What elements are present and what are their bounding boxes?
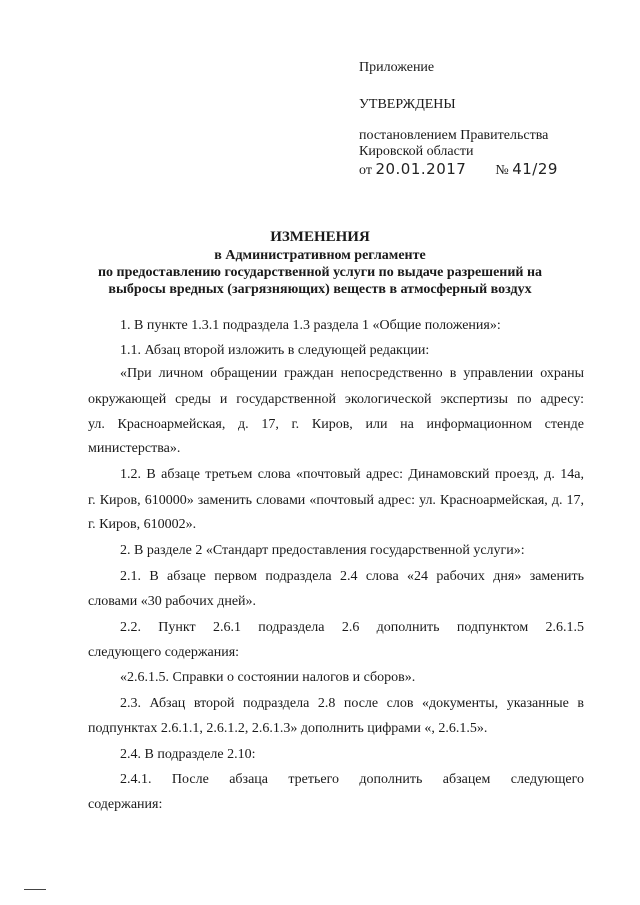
body-line: 2.4. В подразделе 2.10: <box>120 747 256 762</box>
handwritten-number: 41/29 <box>512 160 558 178</box>
decree-line-2: Кировской области <box>359 144 474 159</box>
handwritten-date: 20.01.2017 <box>375 160 467 178</box>
body-line: ул. Красноармейская, д. 17, г. Киров, или на информационном стенде <box>88 417 584 432</box>
body-line: министерства». <box>88 441 181 456</box>
subtitle-line-1: в Административном регламенте <box>214 248 426 263</box>
decree-date-line <box>359 160 558 179</box>
body-line: г. Киров, 610000» заменить словами «почтовый адрес: ул. Красноармейская, д. 17, <box>88 493 584 508</box>
date-prefix: от <box>359 163 372 178</box>
body-line: подпунктах 2.6.1.1, 2.6.1.2, 2.6.1.3» дополнить цифрами «, 2.6.1.5». <box>88 721 488 736</box>
appendix-label: Приложение <box>359 60 435 75</box>
body-line: 2.4.1. После абзаца третьего дополнить абзацем следующего <box>120 772 584 787</box>
number-sign: № <box>495 163 509 178</box>
body-line: 2.1. В абзаце первом подраздела 2.4 слова «24 рабочих дня» заменить <box>120 569 584 584</box>
body-line: 1. В пункте 1.3.1 подраздела 1.3 раздела 1 «Общие положения»: <box>120 318 501 333</box>
body-line: 2.2. Пункт 2.6.1 подраздела 2.6 дополнить подпунктом 2.6.1.5 <box>120 620 584 635</box>
document-title: ИЗМЕНЕНИЯ <box>270 229 370 245</box>
body-line: «При личном обращении граждан непосредственно в управлении охраны <box>120 366 584 381</box>
body-line: 1.1. Абзац второй изложить в следующей редакции: <box>120 343 430 358</box>
body-line: словами «30 рабочих дней». <box>88 594 257 609</box>
body-line: 2.3. Абзац второй подраздела 2.8 после слов «документы, указанные в <box>120 696 584 711</box>
body-line: «2.6.1.5. Справки о состоянии налогов и сборов». <box>120 670 416 685</box>
body-line: следующего содержания: <box>88 645 240 660</box>
body-line: окружающей среды и государственной экологической экспертизы по адресу: <box>88 392 584 407</box>
body-line: 1.2. В абзаце третьем слова «почтовый адрес: Динамовский проезд, д. 14а, <box>120 467 584 482</box>
subtitle-line-3: выбросы вредных (загрязняющих) веществ в атмосферный воздух <box>108 282 532 297</box>
body-line: г. Киров, 610002». <box>88 517 197 532</box>
body-line: 2. В разделе 2 «Стандарт предоставления государственной услуги»: <box>120 543 525 558</box>
corner-mark <box>24 889 46 890</box>
body-line: содержания: <box>88 797 163 812</box>
decree-line-1: постановлением Правительства <box>359 128 549 143</box>
approved-label: УТВЕРЖДЕНЫ <box>359 97 456 112</box>
subtitle-line-2: по предоставлению государственной услуги по выдаче разрешений на <box>97 265 543 280</box>
